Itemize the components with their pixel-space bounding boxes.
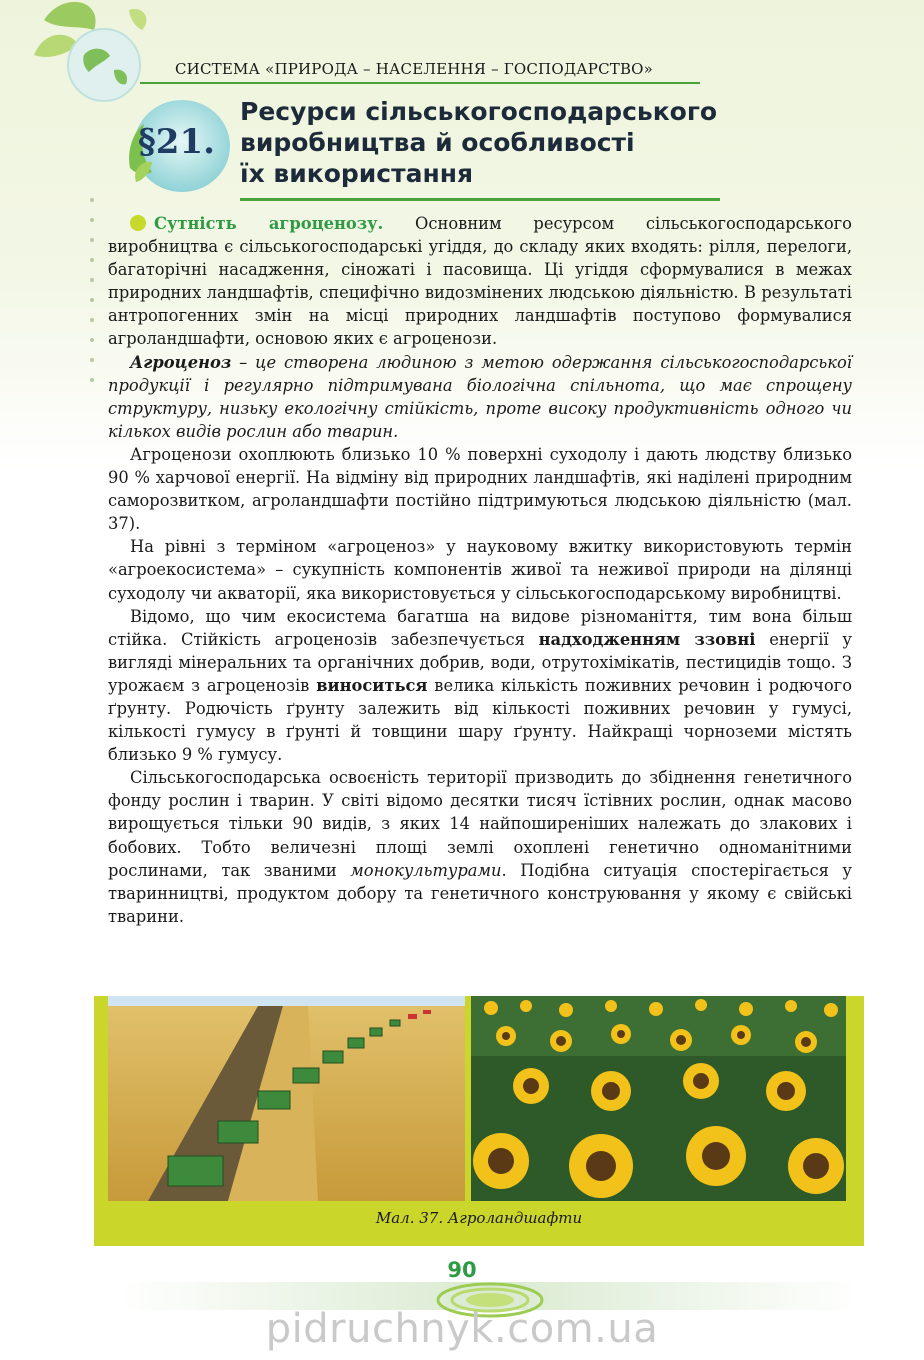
chapter-title-line: Ресурси сільськогосподарського xyxy=(240,97,718,126)
paragraph-text: Основним ресурсом сільськогосподарського виробництва є сільськогосподарські угіддя, до складу яких входять: рілля, перелоги, багаторічні насадження, сіножаті і пасовища. Ці угіддя сформувалися в межах природних ландшафтів, специфічно видозмінених людською діяльністю. В результаті антропогенних змін на місці природних ландшафтів поступово формувалися агроландшафти, основою яких є агроценози. xyxy=(108,214,852,349)
watermark: pidruchnyk.com.ua xyxy=(265,1306,659,1352)
paragraph xyxy=(108,212,852,351)
bold-term: виноситься xyxy=(316,675,428,695)
paragraph: Агроценози охоплюють близько 10 % поверхні суходолу і дають людству близько 90 % харчової енергії. На відміну від природних ландшафтів, які наділені природним саморозвитком, агроландшафти постійно підтримуються людською діяльністю (мал. 37). xyxy=(108,444,852,534)
subheading: Сутність агроценозу. xyxy=(154,214,384,233)
page-number: 90 xyxy=(447,1258,477,1282)
paragraph-text: . Подібна ситуація спостерігається у тваринництві, продуктом добору та генетичного конструювання у якому є свійські тварини. xyxy=(108,860,852,926)
bullet-icon xyxy=(130,215,146,231)
figure-caption: Мал. 37. Агроландшафти xyxy=(375,1209,583,1227)
figure-37 xyxy=(94,996,864,1246)
definition-text: – це створена людиною з метою одержання сільськогосподарської продукції і регулярно підтримувана біологічна спільнота, що має спрощену структуру, низьку екологічну стійкість, проте високу продуктивність одного чи кількох видів рослин або тварин. xyxy=(108,352,852,441)
title-underline xyxy=(240,198,720,201)
paragraph-text: велика кількість поживних речовин і родючого ґрунту. Родючість ґрунту залежить від кількості поживних речовин у гумусі, кількості гумусу в ґрунті й товщини шару ґрунту. Найкращі чорноземи містять близько 9 % гумусу. xyxy=(108,675,852,765)
sunflower-field-photo xyxy=(471,996,846,1201)
paragraph-text: Відомо, що чим екосистема багатша на видове різноманіття, тим вона більш стійка. Стійкість агроценозів забезпечується xyxy=(108,606,852,649)
paragraph-text: енергії у вигляді мінеральних та органічних добрив, води, отрутохімікатів, пестицидів тощо. З урожаєм з агроценозів xyxy=(108,629,852,695)
harvest-field-photo xyxy=(108,996,465,1201)
paragraph: На рівні з терміном «агроценоз» у науковому вжитку використовують термін «агроекосистема» – сукупність компонентів живої та неживої природи на ділянці суходолу чи акваторії, яка використовується у сільськогосподарському виробництві. xyxy=(108,537,852,603)
chapter-title xyxy=(240,96,800,189)
section-header: СИСТЕМА «ПРИРОДА – НАСЕЛЕННЯ – ГОСПОДАРСТВО» xyxy=(175,60,654,78)
section-number: §21. xyxy=(138,122,215,162)
bold-term: надходженням ззовні xyxy=(538,629,756,649)
paragraph xyxy=(108,605,852,767)
globe-leaves-icon xyxy=(34,0,154,110)
header-divider xyxy=(140,82,700,84)
italic-term: монокультурами xyxy=(350,860,502,880)
definition-paragraph xyxy=(108,351,852,443)
paragraph xyxy=(108,766,852,928)
paragraph-text: Сільськогосподарська освоєність території призводить до збіднення генетичного фонду рослин і тварин. У світі відомо десятки тисяч їстівних рослин, однак масово вирощується тільки 90 видів, з яких 14 найпоширеніших належать до злакових і бобових. Тобто величезні площі землі охоплені генетично одноманітними рослинами, так званими xyxy=(108,768,852,880)
defined-term: Агроценоз xyxy=(130,352,232,372)
chapter-title-line: їх використання xyxy=(240,159,474,188)
main-text xyxy=(108,212,852,928)
chapter-title-line: виробництва й особливості xyxy=(240,128,635,157)
decorative-dots xyxy=(86,190,98,390)
